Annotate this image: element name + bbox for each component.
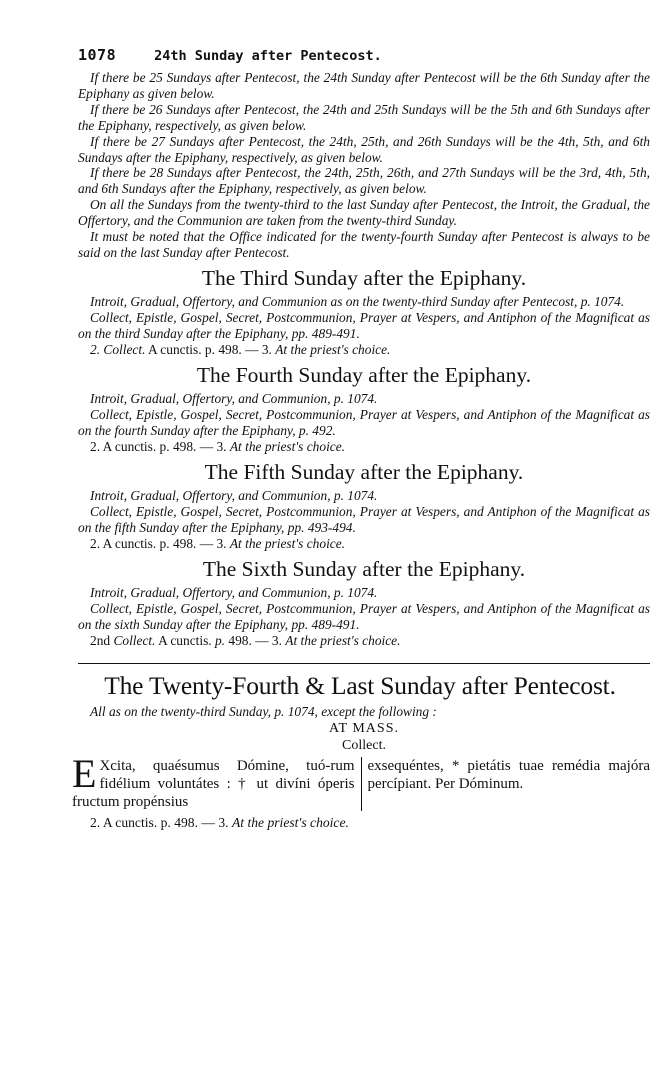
third-collect-label: 2. Collect. bbox=[90, 341, 146, 357]
fourth-sunday-commemoration bbox=[78, 439, 650, 455]
running-title: 24th Sunday after Pentecost. bbox=[154, 48, 382, 64]
third-sunday-collect: Collect, Epistle, Gospel, Secret, Postcommunion, Prayer at Vespers, and Antiphon of the Magnificat as on the third Sunday after the Epiphany, pp. 489-491. bbox=[78, 309, 650, 341]
collect-latin-right: exsequéntes, * pietátis tuae remédia majóra percípiant. Per Dóminum. bbox=[367, 757, 650, 792]
sixth-sunday-introit: Introit, Gradual, Offertory, and Communion, p. 1074. bbox=[90, 584, 378, 600]
rubric-25-sundays: If there be 25 Sundays after Pentecost, the 24th Sunday after Pentecost will be the 6th Sunday after the Epiphany as given below. bbox=[78, 70, 650, 101]
rubric-office-note: It must be noted that the Office indicated for the twenty-fourth Sunday after Pentecost is always to be said on the last Sunday after Pentecost. bbox=[78, 229, 650, 260]
fifth-a-cunctis: 2. A cunctis. p. 498. — 3. bbox=[90, 535, 230, 551]
collect-latin-left bbox=[72, 750, 362, 811]
fourth-a-cunctis: 2. A cunctis. p. 498. — 3. bbox=[90, 438, 230, 454]
collect-heading: Collect. bbox=[342, 737, 386, 753]
sixth-p: p. bbox=[214, 632, 226, 648]
third-choice: At the priest's choice. bbox=[275, 341, 391, 357]
fifth-sunday-title: The Fifth Sunday after the Epiphany. bbox=[204, 459, 524, 484]
fourth-choice: At the priest's choice. bbox=[229, 438, 346, 454]
sixth-collect-label: Collect. bbox=[113, 632, 156, 648]
drop-cap: E bbox=[72, 750, 97, 796]
collect-text bbox=[72, 750, 650, 811]
rubric-26-sundays: If there be 26 Sundays after Pentecost, the 24th and 25th Sundays will be the 5th and 6th Sundays after the Epiphany, respectively, as given below. bbox=[78, 101, 650, 133]
last-sunday-title: The Twenty-Fourth & Last Sunday after Pentecost. bbox=[104, 670, 616, 700]
third-a-cunctis: A cunctis. p. 498. — 3. bbox=[145, 341, 276, 357]
last-choice: At the priest's choice. bbox=[231, 814, 349, 830]
fifth-sunday-commemoration bbox=[78, 536, 650, 552]
fourth-sunday-introit: Introit, Gradual, Offertory, and Communion, p. 1074. bbox=[90, 390, 378, 406]
third-sunday-introit: Introit, Gradual, Offertory, and Communion as on the twenty-third Sunday after Pentecost, p. 1074. bbox=[90, 293, 625, 309]
last-a-cunctis: 2. A cunctis. p. 498. — 3. bbox=[90, 814, 232, 830]
section-divider bbox=[78, 663, 650, 664]
fourth-sunday-title: The Fourth Sunday after the Epiphany. bbox=[196, 362, 532, 387]
sixth-sunday-title: The Sixth Sunday after the Epiphany. bbox=[202, 556, 526, 581]
fifth-sunday-collect: Collect, Epistle, Gospel, Secret, Postcommunion, Prayer at Vespers, and Antiphon of the Magnificat as on the fifth Sunday after the Epiphany, pp. 493-494. bbox=[78, 503, 650, 535]
page bbox=[72, 46, 650, 831]
page-number: 1078 bbox=[78, 46, 117, 64]
collect-latin-left-text: Xcita, quaésumus Dómine, tuó-rum fidélium voluntátes : † ut divíni óperis fructum propénsius bbox=[72, 757, 355, 810]
last-sunday-subtitle: All as on the twenty-third Sunday, p. 1074, except the following : bbox=[90, 703, 437, 719]
rubric-propers: On all the Sundays from the twenty-third to the last Sunday after Pentecost, the Introit, the Gradual, the Offertory, and the Communion are taken from the twenty-third Sunday. bbox=[78, 197, 650, 229]
sixth-sunday-collect: Collect, Epistle, Gospel, Secret, Postcommunion, Prayer at Vespers, and Antiphon of the Magnificat as on the sixth Sunday after the Epiphany, pp. 489-491. bbox=[78, 600, 650, 632]
at-mass-heading: AT MASS. bbox=[329, 720, 399, 736]
fourth-sunday-collect: Collect, Epistle, Gospel, Secret, Postcommunion, Prayer at Vespers, and Antiphon of the Magnificat as on the fourth Sunday after the Epiphany, p. 492. bbox=[78, 406, 650, 438]
sixth-sunday-commemoration bbox=[78, 633, 650, 649]
rubric-27-sundays: If there be 27 Sundays after Pentecost, the 24th, 25th, and 26th Sundays will be the 4th, 5th, and 6th Sundays after the Epiphany, respectively, as given below. bbox=[78, 133, 650, 165]
sixth-2nd: 2nd bbox=[90, 632, 114, 648]
sixth-choice: At the priest's choice. bbox=[285, 632, 401, 648]
fifth-sunday-introit: Introit, Gradual, Offertory, and Communion, p. 1074. bbox=[90, 487, 378, 503]
last-sunday-commemoration bbox=[78, 814, 650, 831]
third-sunday-commemoration bbox=[78, 342, 650, 358]
third-sunday-title: The Third Sunday after the Epiphany. bbox=[201, 265, 527, 290]
page-header bbox=[78, 46, 650, 70]
sixth-page: 498. — 3. bbox=[225, 632, 286, 648]
sixth-a-cunctis: A cunctis. bbox=[155, 632, 215, 648]
fifth-choice: At the priest's choice. bbox=[229, 535, 346, 551]
rubric-28-sundays: If there be 28 Sundays after Pentecost, the 24th, 25th, 26th, and 27th Sundays will be the 3rd, 4th, 5th, and 6th Sundays after the Epiphany, respectively, as given below. bbox=[78, 165, 650, 197]
